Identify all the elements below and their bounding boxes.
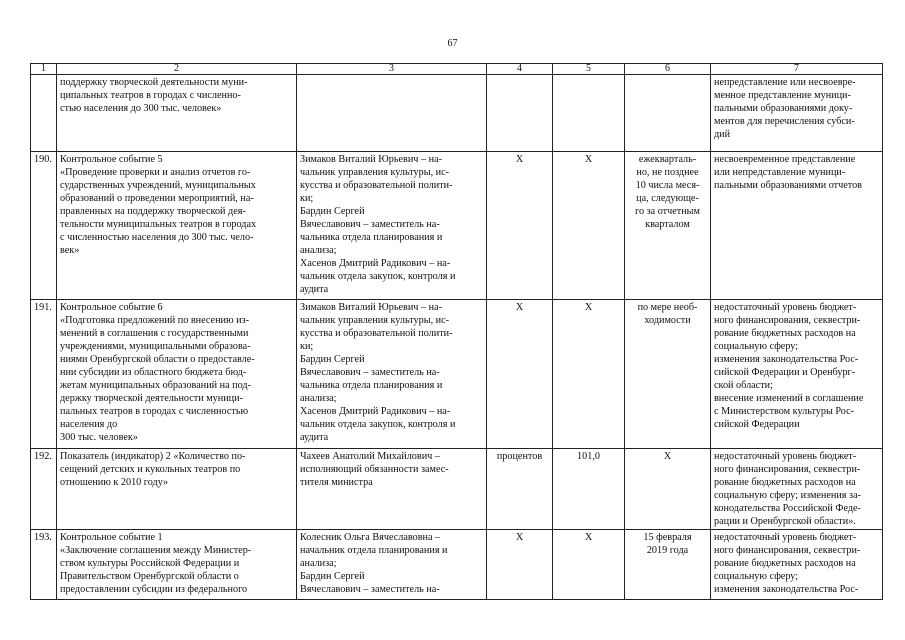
unit-cell: Х — [487, 300, 553, 449]
value-cell: Х — [553, 300, 625, 449]
value-cell: 101,0 — [553, 449, 625, 530]
page-number: 67 — [447, 38, 458, 49]
risk-cell: несвоевременное представление или непредставление муници- пальными образованиями отчетов — [711, 152, 883, 300]
col-header: 1 — [31, 64, 57, 75]
col-header: 7 — [711, 64, 883, 75]
col-header: 2 — [57, 64, 297, 75]
risk-cell: недостаточный уровень бюджет- ного финансирования, секвестри- рование бюджетных расходов на социальную сферу; изменения законодательства Рос- — [711, 530, 883, 600]
value-cell: Х — [553, 530, 625, 600]
row-number: 191. — [31, 300, 57, 449]
table-row — [31, 152, 883, 300]
event-description: Контрольное событие 6 «Подготовка предложений по внесению из- менений в соглашения с государственными учреждениями, муниципальными образова- ниями Оренбургской области о предоставле- нии субсидии из областного бюджета бюд- жетам муниципальных образований на под- держку творческой деятельности муници- пальных театров в городах с численностью населения до 300 тыс. человек» — [57, 300, 297, 449]
deadline-cell: 15 февраля 2019 года — [625, 530, 711, 600]
event-description: поддержку творческой деятельности муни- ципальных театров в городах с численно- стью населения до 300 тыс. человек» — [57, 75, 297, 152]
responsible-person: Колесник Ольга Вячеславовна – начальник отдела планирования и анализа; Бардин Сергей Вячеславович – заместитель на- — [297, 530, 487, 600]
deadline-cell: Х — [625, 449, 711, 530]
row-number: 190. — [31, 152, 57, 300]
unit-cell: Х — [487, 152, 553, 300]
risk-cell: недостаточный уровень бюджет- ного финансирования, секвестри- рование бюджетных расходов на социальную сферу; изменения законодательства Рос- сийской Федерации и Оренбург- ской области; внесение изменений в соглашение с Министерством культуры Рос- сийской Федерации — [711, 300, 883, 449]
column-number-row — [31, 64, 883, 75]
col-header: 4 — [487, 64, 553, 75]
deadline-cell: ежекварталь- но, не позднее 10 числа меся- ца, следующе- го за отчетным кварталом — [625, 152, 711, 300]
risk-cell: недостаточный уровень бюджет- ного финансирования, секвестри- рование бюджетных расходов на социальную сферу; изменения за- конодательства Российской Феде- рации и Оренбургской области». — [711, 449, 883, 530]
table-row — [31, 75, 883, 152]
deadline-cell — [625, 75, 711, 152]
indicator-description: Показатель (индикатор) 2 «Количество по- сещений детских и кукольных театров по отношению к 2010 году» — [57, 449, 297, 530]
unit-cell: Х — [487, 530, 553, 600]
responsible-person — [297, 75, 487, 152]
unit-cell: процентов — [487, 449, 553, 530]
plan-table — [30, 63, 883, 600]
value-cell — [553, 75, 625, 152]
deadline-cell: по мере необ- ходимости — [625, 300, 711, 449]
row-number: 192. — [31, 449, 57, 530]
row-number — [31, 75, 57, 152]
col-header: 6 — [625, 64, 711, 75]
col-header: 5 — [553, 64, 625, 75]
responsible-person: Зимаков Виталий Юрьевич – на- чальник управления культуры, ис- кусства и образовательной полити- ки; Бардин Сергей Вячеславович – заместитель на- чальника отдела планирования и анализа; Хасенов Дмитрий Радикович – на- чальник отдела закупок, контроля и аудита — [297, 300, 487, 449]
responsible-person: Зимаков Виталий Юрьевич – на- чальник управления культуры, ис- кусства и образовательной полити- ки; Бардин Сергей Вячеславович – заместитель на- чальника отдела планирования и анализа; Хасенов Дмитрий Радикович – на- чальник отдела закупок, контроля и аудита — [297, 152, 487, 300]
event-description: Контрольное событие 1 «Заключение соглашения между Министер- ством культуры Российской Федерации и Правительством Оренбургской области о предоставлении субсидии из федерального — [57, 530, 297, 600]
unit-cell — [487, 75, 553, 152]
table-row — [31, 530, 883, 600]
responsible-person: Чахеев Анатолий Михайлович – исполняющий обязанности замес- тителя министра — [297, 449, 487, 530]
risk-cell: непредставление или несвоевре- менное представление муници- пальными образованиями доку- ментов для перечисления субси- дий — [711, 75, 883, 152]
value-cell: Х — [553, 152, 625, 300]
table-row — [31, 300, 883, 449]
event-description: Контрольное событие 5 «Проведение проверки и анализ отчетов го- сударственных учреждений, муниципальных образований о проведении мероприятий, на- правленных на поддержку творческой дея- тельности муниципальных театров в городах с численностью населения до 300 тыс. чело- век» — [57, 152, 297, 300]
col-header: 3 — [297, 64, 487, 75]
row-number: 193. — [31, 530, 57, 600]
table-row — [31, 449, 883, 530]
